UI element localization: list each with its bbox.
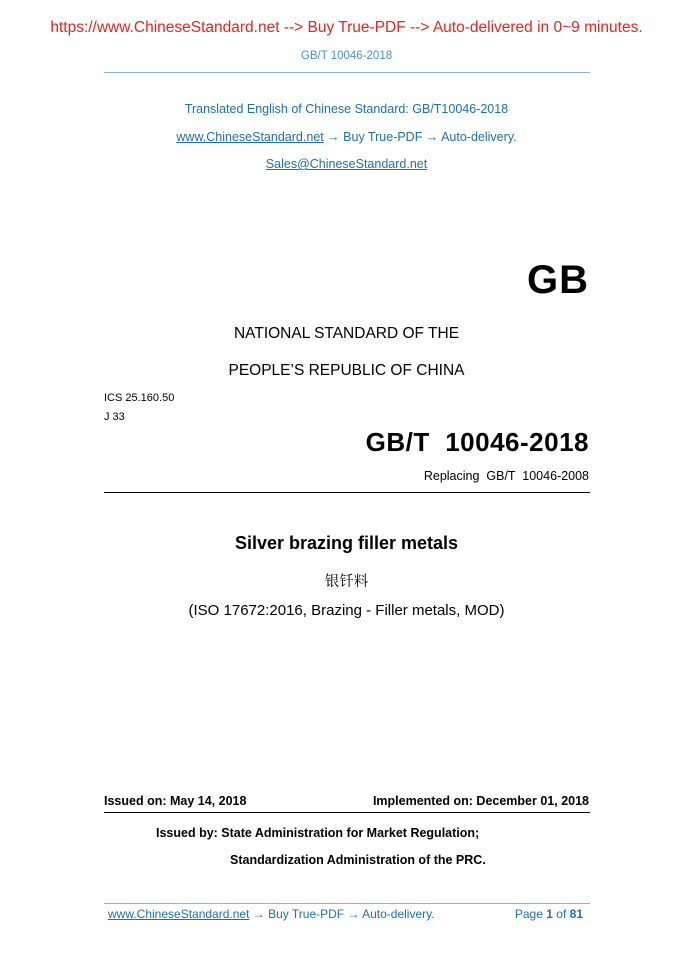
of-label: of [556,907,567,921]
adoption-note: (ISO 17672:2016, Brazing - Filler metals, MOD) [188,602,505,619]
title-english: Silver brazing filler metals [234,533,459,553]
page-label: Page [514,907,543,921]
ics-code: ICS 25.160.50 [104,392,175,404]
gb-mark: GB [527,258,589,302]
email-line [0,157,693,171]
title-chinese: 银钎料 [324,574,369,590]
implemented-date: Implemented on: December 01, 2018 [372,794,589,808]
national-standard-line2: PEOPLE’S REPUBLIC OF CHINA [228,362,465,379]
footer-site-link[interactable]: www.ChineseStandard.net [108,907,250,921]
title-divider [104,492,590,493]
national-standard-line1: NATIONAL STANDARD OF THE [233,325,460,342]
purchase-line [0,130,693,144]
replacing-note: Replacing GB/T 10046-2008 [423,469,589,483]
top-banner[interactable]: https://www.ChineseStandard.net --> Buy True-PDF --> Auto-delivered in 0~9 minutes. [50,19,643,36]
header-standard-code: GB/T 10046-2018 [300,50,393,62]
dates-divider [104,812,590,813]
page-total: 81 [569,907,583,921]
page-indicator [515,907,583,921]
issued-date: Issued on: May 14, 2018 [104,794,247,808]
footer-purchase-line [108,907,435,921]
footer-divider [104,903,590,904]
standard-number: GB/T 10046-2018 [365,427,589,457]
page-number: 1 [546,907,553,921]
ccs-code: J 33 [104,411,125,423]
email-link[interactable]: Sales@ChineseStandard.net [265,157,428,171]
issuer-line2: Standardization Administration of the PRC. [230,853,486,867]
purchase-text: → Buy True-PDF → Auto-delivery. [323,130,517,144]
issuer-line1: Issued by: State Administration for Market Regulation; [156,826,480,840]
header-divider [104,72,590,73]
site-link[interactable]: www.ChineseStandard.net [176,130,324,144]
translation-note: Translated English of Chinese Standard: GB/T10046-2018 [184,102,509,116]
footer-purchase-text: → Buy True-PDF → Auto-delivery. [249,907,435,921]
